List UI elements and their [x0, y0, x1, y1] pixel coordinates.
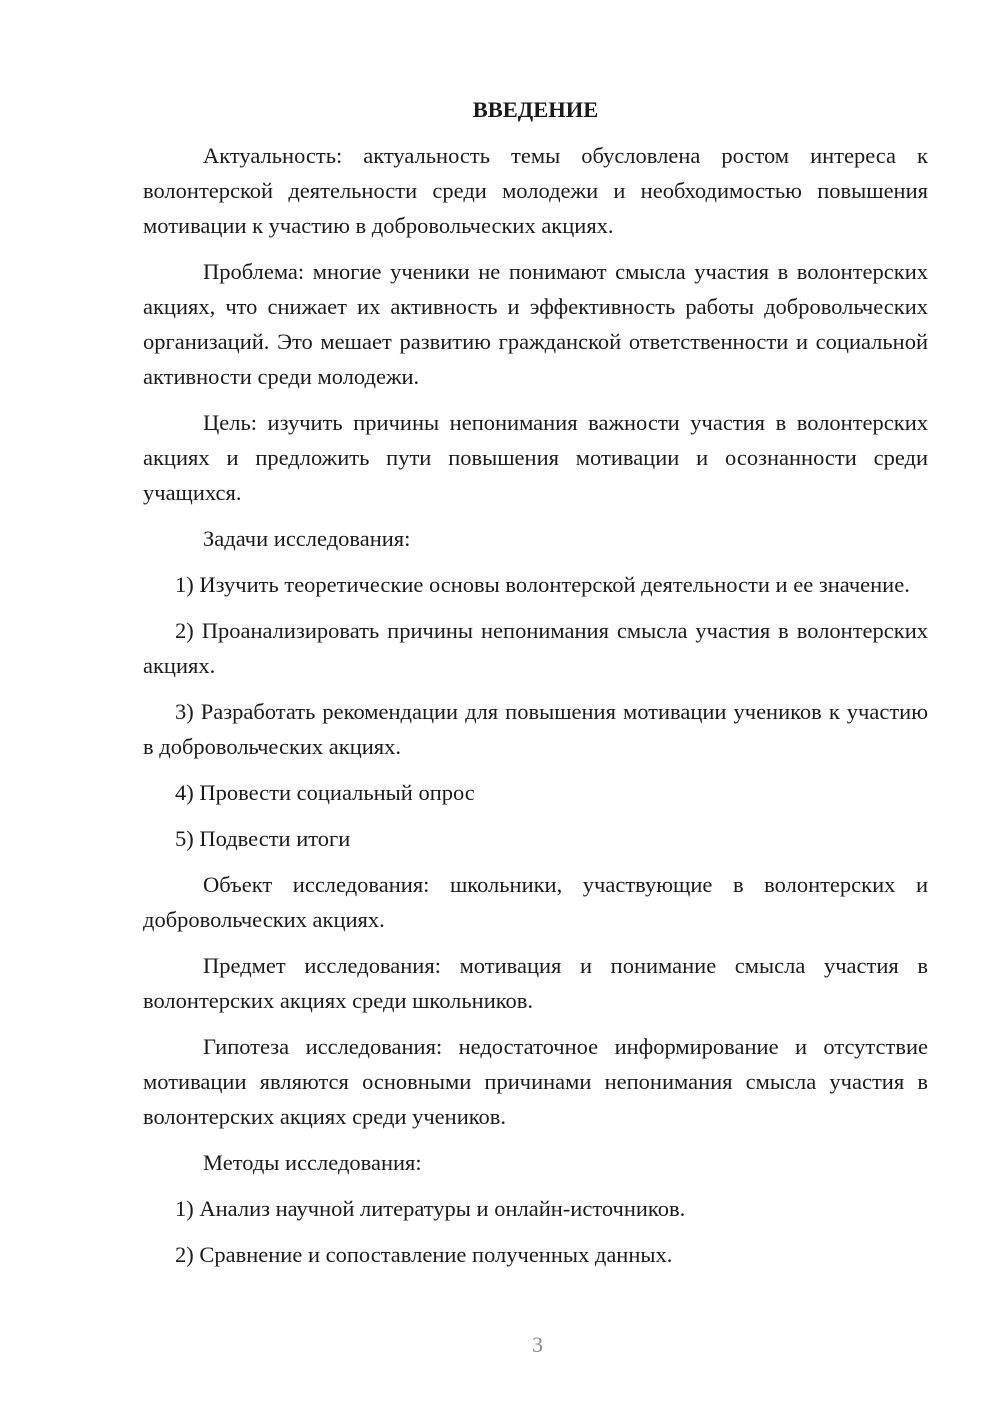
method-item-2: 2) Сравнение и сопоставление полученных данных. [175, 1242, 673, 1267]
task-item-5: 5) Подвести итоги [175, 826, 351, 851]
subject-paragraph: Предмет исследования: мотивация и понимание смысла участия в волонтерских акциях среди школьников. [143, 953, 928, 1013]
hypothesis-paragraph: Гипотеза исследования: недостаточное информирование и отсутствие мотивации являются основными причинами непонимания смысла участия в волонтерских акциях среди учеников. [143, 1034, 928, 1129]
method-item-1: 1) Анализ научной литературы и онлайн-источников. [175, 1196, 686, 1221]
relevance-paragraph: Актуальность: актуальность темы обусловлена ростом интереса к волонтерской деятельности среди молодежи и необходимостью повышения мотивации к участию в добровольческих акциях. [143, 143, 928, 238]
object-paragraph: Объект исследования: школьники, участвующие в волонтерских и добровольческих акциях. [143, 872, 928, 932]
methods-heading: Методы исследования: [203, 1150, 422, 1175]
problem-paragraph: Проблема: многие ученики не понимают смысла участия в волонтерских акциях, что снижает их активность и эффективность работы добровольческих организаций. Это мешает развитию гражданской ответственности и социальной активности среди молодежи. [143, 259, 928, 389]
tasks-heading: Задачи исследования: [203, 526, 411, 551]
page-number: 3 [532, 1332, 543, 1357]
task-item-2: 2) Проанализировать причины непонимания смысла участия в волонтерских акциях. [143, 618, 928, 678]
goal-paragraph: Цель: изучить причины непонимания важности участия в волонтерских акциях и предложить пути повышения мотивации и осознанности среди учащихся. [143, 410, 928, 505]
task-item-3: 3) Разработать рекомендации для повышения мотивации учеников к участию в добровольческих акциях. [143, 699, 928, 759]
section-title: ВВЕДЕНИЕ [472, 97, 599, 122]
task-item-1: 1) Изучить теоретические основы волонтерской деятельности и ее значение. [175, 572, 910, 597]
task-item-4: 4) Провести социальный опрос [175, 780, 475, 805]
document-page [143, 92, 928, 1283]
